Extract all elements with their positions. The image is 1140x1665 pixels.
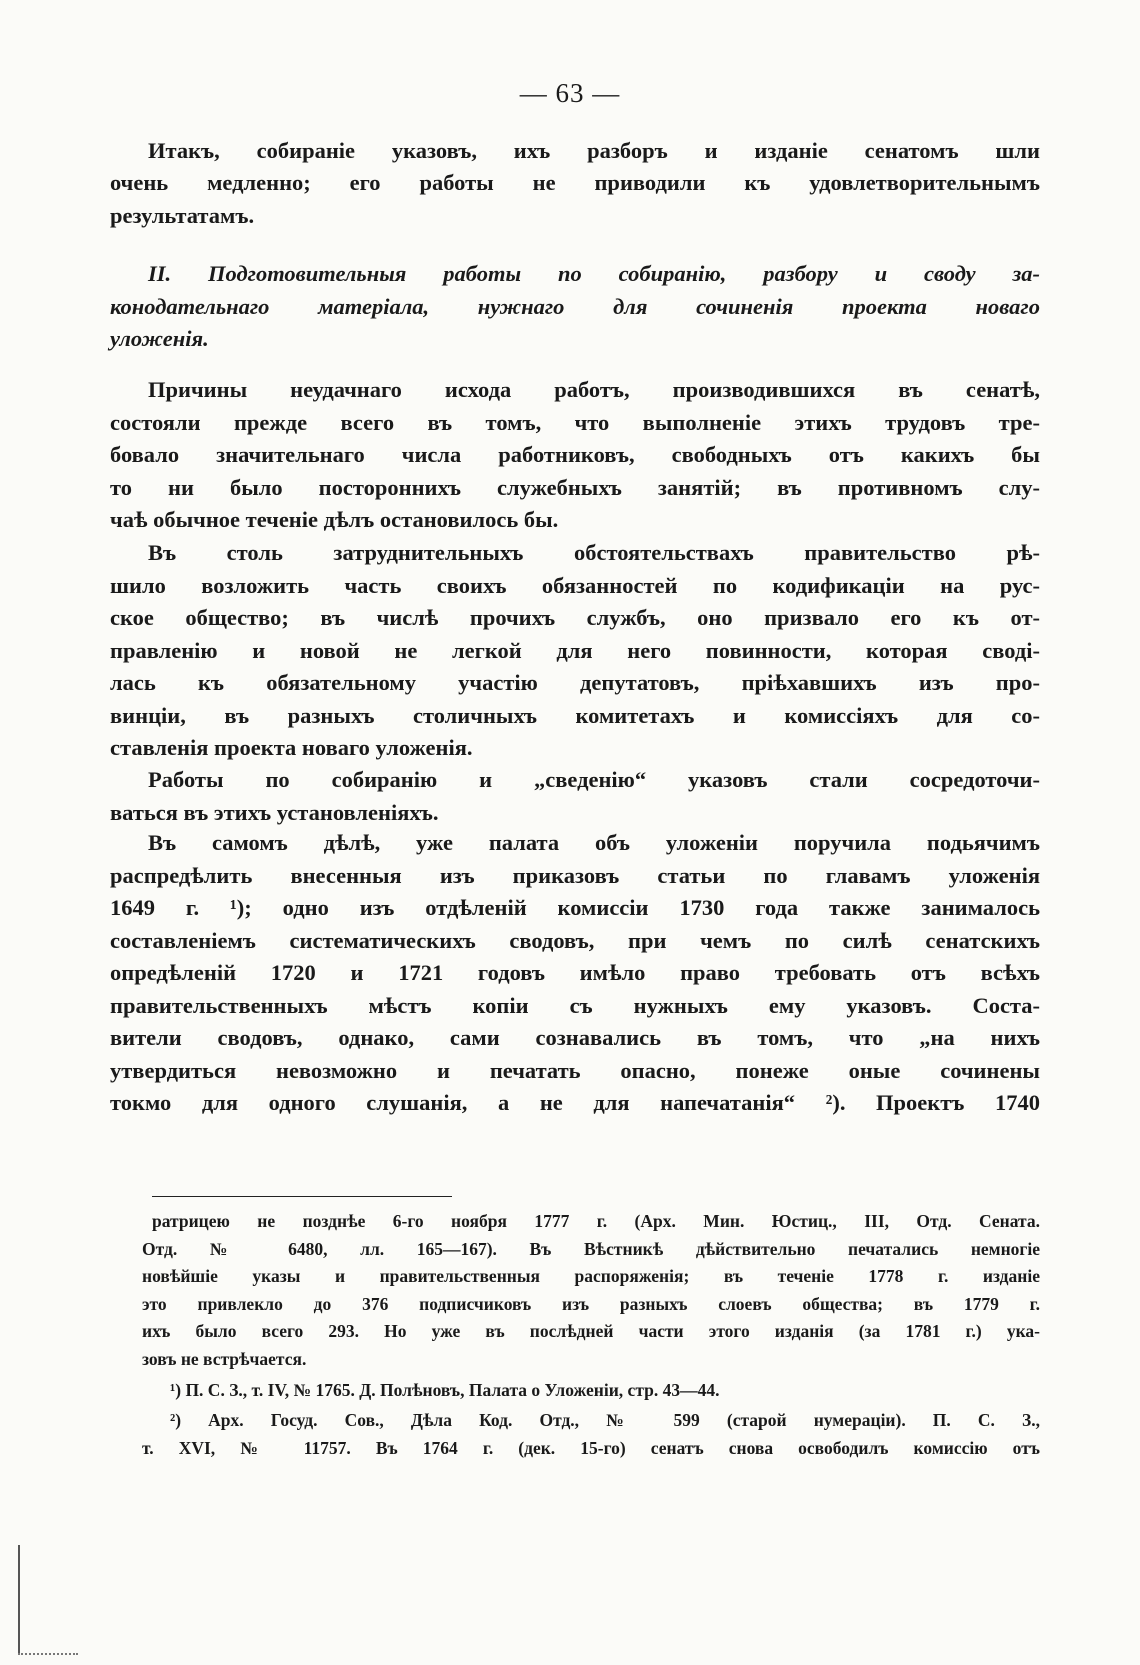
text-line: винціи, въ разныхъ столичныхъ комитетахъ и комиссіяхъ для со- xyxy=(110,702,1040,728)
footnote-line: новѣйшіе указы и правительственныя распоряженія; въ теченіе 1778 г. изданіе xyxy=(142,1266,1040,1286)
footnote-line: это привлекло до 376 подписчиковъ изъ разныхъ слоевъ общества; въ 1779 г. xyxy=(142,1293,1040,1314)
text-line: правительственныхъ мѣстъ копіи съ нужныхъ ему указовъ. Соста- xyxy=(110,992,1040,1018)
text-line: ставленія проекта новаго уложенія. xyxy=(110,735,473,760)
paragraph-2 xyxy=(110,374,1040,537)
text-line: вители сводовъ, однако, сами сознавались въ томъ, что „на нихъ xyxy=(110,1025,1040,1050)
heading-line: II. Подготовительныя работы по собиранію, разбору и своду за- xyxy=(148,261,1040,286)
text-line: чаѣ обычное теченіе дѣлъ остановилось бы. xyxy=(110,507,559,532)
text-line: Итакъ, собираніе указовъ, ихъ разборъ и изданіе сенатомъ шли xyxy=(148,138,1040,163)
paragraph-5 xyxy=(110,827,1040,1120)
text-line: то ни было постороннихъ служебныхъ занятій; въ противномъ слу- xyxy=(110,474,1040,500)
footnote-line: Отд. № 6480, лл. 165—167). Въ Вѣстникѣ дѣйствительно печатались немногіе xyxy=(142,1238,1040,1259)
paragraph-1-cont xyxy=(110,167,1040,232)
footnote-line: ихъ было всего 293. Но уже въ послѣдней части этого изданія (за 1781 г.) ука- xyxy=(142,1321,1040,1341)
footnote-line: ратрицею не позднѣе 6-го ноября 1777 г. (Арх. Мин. Юстиц., III, Отд. Сената. xyxy=(152,1211,1040,1231)
text-line: утвердиться невозможно и печатать опасно, понеже оные сочинены xyxy=(110,1057,1040,1083)
footnote-1 xyxy=(142,1377,1040,1405)
text-line: состояли прежде всего въ томъ, что выполненіе этихъ трудовъ тре- xyxy=(110,409,1040,435)
section-heading xyxy=(110,258,1040,356)
footnote-line: т. XVI, № 11757. Въ 1764 г. (дек. 15-го) сенатъ снова освободилъ комиссію отъ xyxy=(142,1437,1040,1458)
text-line: 1649 г. ¹); одно изъ отдѣленій комиссіи 1730 года также занималось xyxy=(110,895,1040,920)
heading-line: уложенія. xyxy=(110,326,209,351)
footnote-separator xyxy=(152,1196,452,1197)
footnote-line: ¹) П. С. З., т. IV, № 1765. Д. Полѣновъ, Палата о Уложеніи, стр. 43—44. xyxy=(170,1380,720,1400)
footnote-line: ²) Арх. Госуд. Сов., Дѣла Код. Отд., № 599 (старой нумераціи). П. С. З., xyxy=(170,1410,1040,1430)
text-line: Причины неудачнаго исхода работъ, производившихся въ сенатѣ, xyxy=(148,377,1040,402)
text-line: Въ столь затруднительныхъ обстоятельствахъ правительство рѣ- xyxy=(148,540,1040,565)
text-line: результатамъ. xyxy=(110,202,255,228)
footnote-line: зовъ не встрѣчается. xyxy=(142,1348,307,1369)
text-line: ваться въ этихъ установленіяхъ. xyxy=(110,799,439,825)
text-line: опредѣленій 1720 и 1721 годовъ имѣло право требовать отъ всѣхъ xyxy=(110,960,1040,985)
text-line: лась къ обязательному участію депутатовъ, пріѣхавшихъ изъ про- xyxy=(110,670,1040,695)
footnote-continuation xyxy=(142,1208,1040,1373)
text-line: бовало значительнаго числа работниковъ, свободныхъ отъ какихъ бы xyxy=(110,442,1040,467)
text-line: Въ самомъ дѣлѣ, уже палата объ уложеніи поручила подьячимъ xyxy=(148,830,1040,855)
paragraph-3 xyxy=(110,537,1040,765)
text-line: токмо для одного слушанія, а не для напечатанія“ ²). Проектъ 1740 xyxy=(110,1090,1040,1115)
text-line: Работы по собиранію и „сведенію“ указовъ стали сосредоточи- xyxy=(148,767,1040,792)
scan-edge-mark xyxy=(18,1653,78,1655)
paragraph-4 xyxy=(110,764,1040,829)
text-line: шило возложить часть своихъ обязанностей по кодификаціи на рус- xyxy=(110,572,1040,598)
text-line: правленію и новой не легкой для него повинности, которая сводi- xyxy=(110,637,1040,663)
scan-edge-mark xyxy=(18,1545,20,1653)
text-line: ское общество; въ числѣ прочихъ службъ, оно призвало его къ от- xyxy=(110,605,1040,630)
heading-line: конодательнаго матеріала, нужнаго для сочиненія проекта новаго xyxy=(110,293,1040,319)
paragraph-1 xyxy=(110,135,1040,168)
text-line: составленіемъ систематическихъ сводовъ, при чемъ по силѣ сенатскихъ xyxy=(110,927,1040,953)
footnote-2 xyxy=(142,1407,1040,1462)
page-number: — 63 — xyxy=(519,78,621,108)
text-line: распредѣлить внесенныя изъ приказовъ статьи по главамъ уложенія xyxy=(110,862,1040,888)
text-line: очень медленно; его работы не приводили къ удовлетворительнымъ xyxy=(110,170,1040,195)
